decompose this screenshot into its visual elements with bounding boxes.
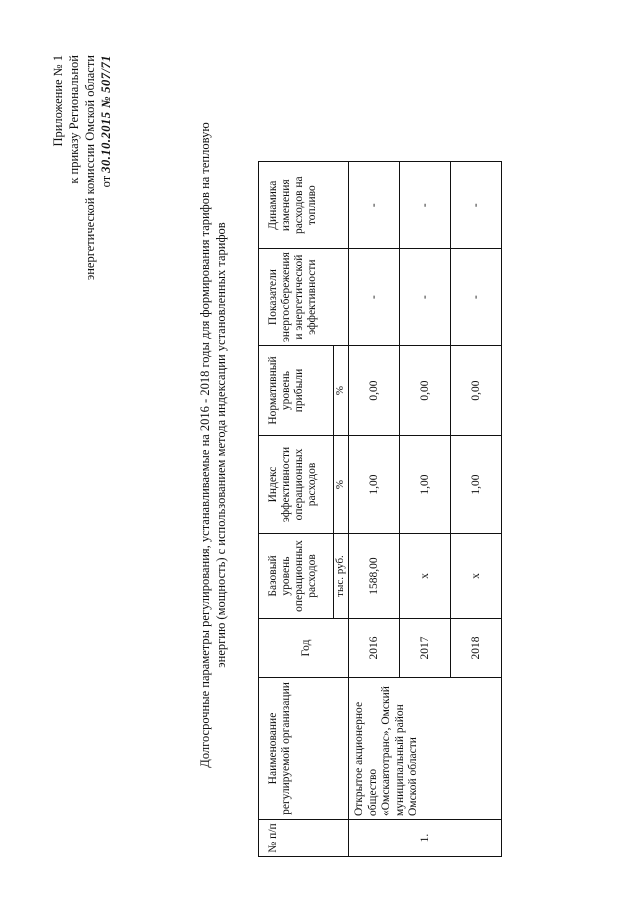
cell-fuel: - <box>400 162 451 249</box>
cell-base: x <box>451 534 502 619</box>
date-prefix: от <box>99 175 113 188</box>
appendix-line-3: энергетической комиссии Омской области <box>83 55 97 281</box>
header-year: Год <box>259 619 349 678</box>
title-line-1: Долгосрочные параметры регулирования, устанавливаемые на 2016 - 2018 годы для формирования тарифов на тепловую <box>198 122 212 768</box>
title-line-2: энергию (мощность) с использованием метода индексации установленных тарифов <box>214 222 228 668</box>
organization-name: Открытое акционерное общество «Омскавтотранс», Омский муниципальный район Омской области <box>349 678 502 820</box>
cell-energy: - <box>451 249 502 346</box>
cell-profit: 0,00 <box>349 346 400 436</box>
cell-index: 1,00 <box>349 436 400 534</box>
header-base: Базовый уровень операционных расходов <box>259 534 334 619</box>
header-index: Индекс эффективности операционных расходов <box>259 436 334 534</box>
appendix-date-line <box>98 55 114 395</box>
cell-fuel: - <box>349 162 400 249</box>
cell-index: 1,00 <box>451 436 502 534</box>
table-header-row <box>259 162 334 857</box>
header-name: Наименование регулируемой организации <box>259 678 349 820</box>
header-profit: Нормативный уровень прибыли <box>259 346 334 436</box>
cell-year: 2016 <box>349 619 400 678</box>
cell-year: 2017 <box>400 619 451 678</box>
cell-profit: 0,00 <box>451 346 502 436</box>
unit-profit: % <box>334 346 349 436</box>
cell-profit: 0,00 <box>400 346 451 436</box>
cell-base: 1588,00 <box>349 534 400 619</box>
header-energy: Показатели энергосбережения и энергетической эффективности <box>259 249 349 346</box>
appendix-line-2: к приказу Региональной <box>67 55 81 184</box>
cell-energy: - <box>400 249 451 346</box>
cell-year: 2018 <box>451 619 502 678</box>
handwritten-number: 507/71 <box>99 55 113 93</box>
row-number: 1. <box>349 820 502 857</box>
document-title <box>197 25 229 865</box>
header-fuel: Динамика изменения расходов на топливо <box>259 162 349 249</box>
cell-fuel: - <box>451 162 502 249</box>
unit-index: % <box>334 436 349 534</box>
unit-base: тыс. руб. <box>334 534 349 619</box>
appendix-header <box>50 55 114 395</box>
cell-base: x <box>400 534 451 619</box>
header-num: № п/п <box>259 820 349 857</box>
cell-index: 1,00 <box>400 436 451 534</box>
handwritten-date: 30.10.2015 № <box>99 95 113 173</box>
table-row <box>349 162 400 857</box>
parameters-table <box>258 161 502 857</box>
cell-energy: - <box>349 249 400 346</box>
appendix-line-1: Приложение № 1 <box>51 55 65 147</box>
